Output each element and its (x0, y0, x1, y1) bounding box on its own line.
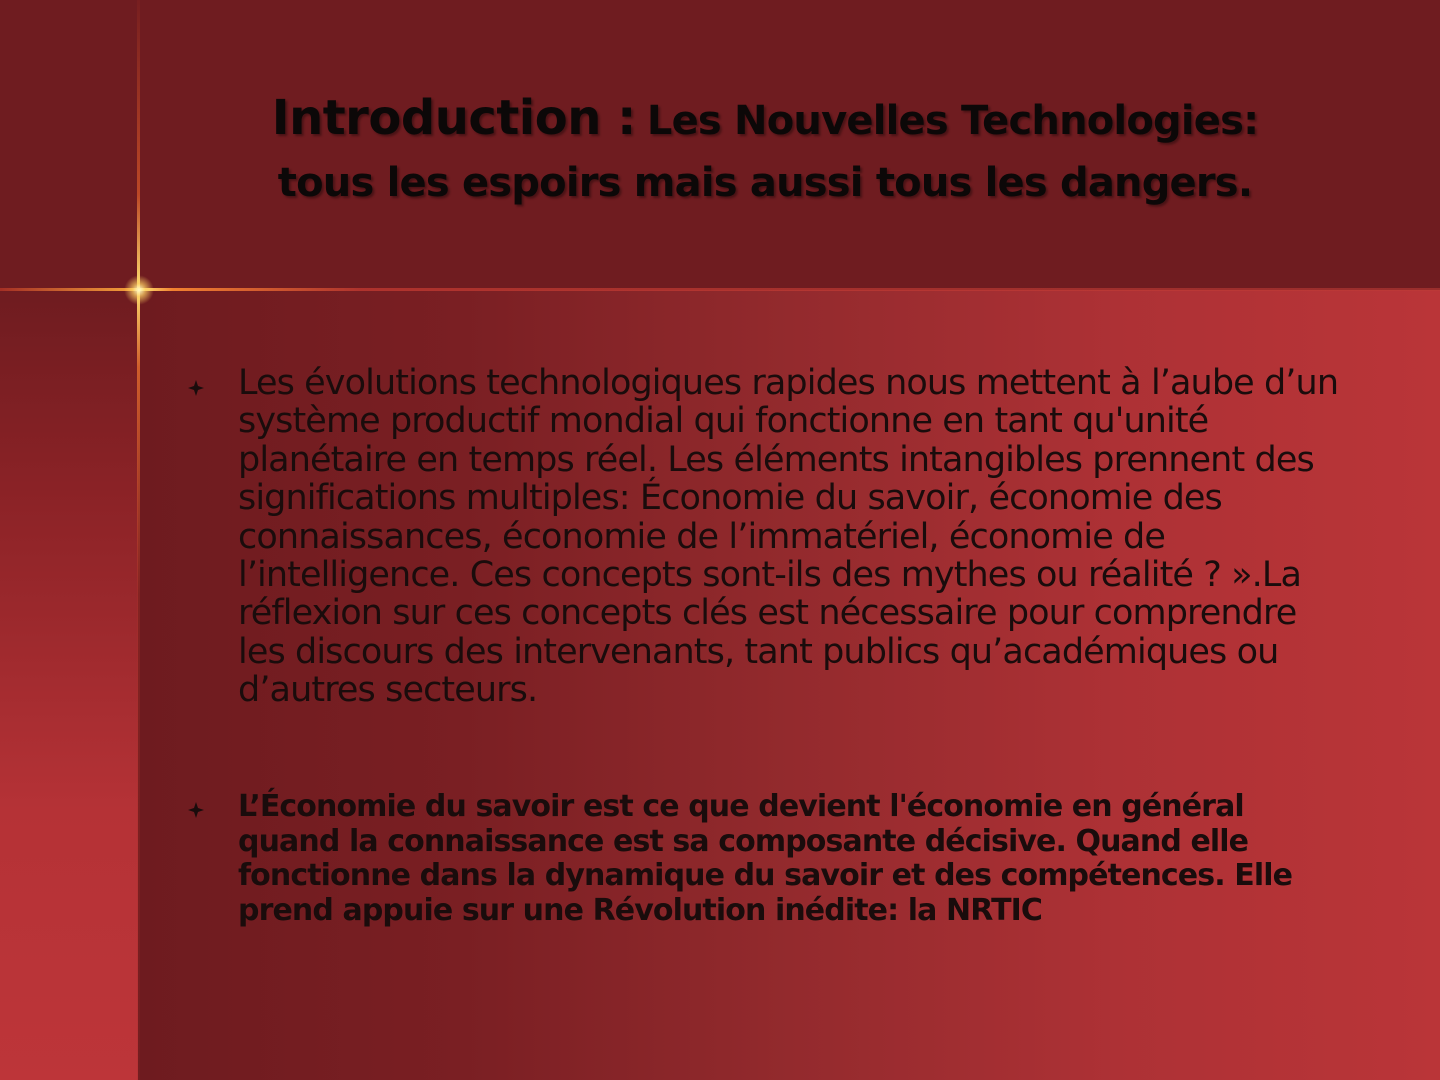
title-line-2: tous les espoirs mais aussi tous les dangers. (277, 160, 1253, 206)
bullet-item-1: Les évolutions technologiques rapides nous mettent à l’aube d’un système productif mondial qui fonctionne en tant qu'unité planétaire en temps réel. Les éléments intangibles prennent des significations multiples: Économie du savoir, économie des connaissances, économie de l’immatériel, économie de l’intelligence. Ces concepts sont-ils des mythes ou réalité ? ».La réflexion sur ces concepts clés est nécessaire pour comprendre les discours des intervenants, tant publics qu’académiques ou d’autres secteurs. (238, 363, 1339, 711)
title-main: Introduction : (271, 90, 636, 146)
bullet-item-2: L’Économie du savoir est ce que devient l'économie en général quand la connaissance est sa composante décisive. Quand elle fonctionne dans la dynamique du savoir et des compétences. Elle prend appuie sur une Révolution inédite: la NRTIC (238, 789, 1293, 928)
title-sub: Les Nouvelles Technologies: (646, 98, 1259, 144)
diamond-bullet-icon (186, 800, 206, 820)
diamond-bullet-icon (186, 378, 206, 398)
